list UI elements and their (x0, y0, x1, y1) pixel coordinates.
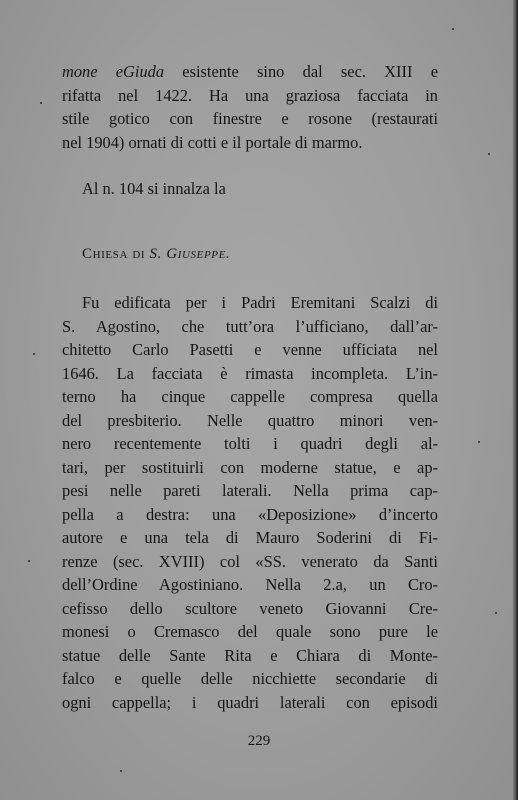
text-line: cefisso dello scultore veneto Giovanni Cre- (62, 598, 438, 618)
scan-speck (120, 770, 122, 772)
italic-text: mone eGiuda (62, 62, 165, 81)
page-edge-shadow (512, 0, 518, 800)
text-line (62, 60, 438, 84)
text-line: chitetto Carlo Pasetti e venne ufficiata nel (62, 340, 438, 359)
text-line: stile gotico con finestre e rosone (restaurati (62, 109, 438, 128)
text-line: del presbiterio. Nelle quattro minori ven- (62, 410, 438, 430)
scan-speck (452, 28, 454, 30)
scan-speck (40, 102, 42, 104)
section-heading (82, 246, 230, 263)
text-line: rifatta nel 1422. Ha una graziosa facciata in (62, 85, 438, 105)
text-line: autore e una tela di Mauro Soderini di Fi- (62, 528, 438, 547)
text-line: Al n. 104 si innalza la (82, 179, 226, 198)
text-line: monesi o Cremasco del quale sono pure le (62, 622, 438, 641)
paragraph-intro (62, 177, 438, 201)
scan-speck (488, 153, 490, 155)
scan-speck (33, 353, 35, 355)
scan-speck (28, 560, 30, 562)
text-line: statue delle Sante Rita e Chiara di Monte- (62, 645, 438, 665)
paragraph-church-history (62, 291, 438, 714)
text-line: pesi nelle pareti laterali. Nella prima cap- (62, 481, 438, 500)
text-line: falco e quelle delle nicchiette secondarie di (62, 669, 438, 688)
text-line: nero recentemente tolti i quadri degli al- (62, 434, 438, 453)
text-line: 1646. La facciata è rimasta incompleta. L’in- (62, 363, 438, 383)
text-line: dell’Ordine Agostiniano. Nella 2.a, un Cro- (62, 575, 438, 594)
text-line: tari, per sostituirli con moderne statue, e ap- (62, 457, 438, 477)
text-line: nel 1904) ornati di cotti e il portale di marmo. (62, 132, 363, 152)
text-span: esistente sino dal sec. XIII e (164, 62, 438, 81)
scan-speck (495, 612, 497, 614)
text-line: terno ha cinque cappelle compresa quella (62, 387, 438, 406)
text-line: renze (sec. XVIII) col «SS. venerato da Santi (62, 551, 438, 571)
text-line: pella a destra: una «Deposizione» d’incerto (62, 504, 438, 524)
scan-speck (478, 441, 480, 443)
text-line: S. Agostino, che tutt’ora l’ufficiano, dall’ar- (62, 316, 438, 336)
text-line: Fu edificata per i Padri Eremitani Scalzi di (82, 293, 438, 312)
heading-text: Chiesa di (82, 246, 146, 262)
page-number: 229 (247, 733, 271, 749)
paragraph-church-description (62, 60, 438, 154)
text-line: ogni cappella; i quadri laterali con episodi (62, 692, 438, 712)
heading-italic-text: S. Giuseppe. (149, 246, 231, 262)
